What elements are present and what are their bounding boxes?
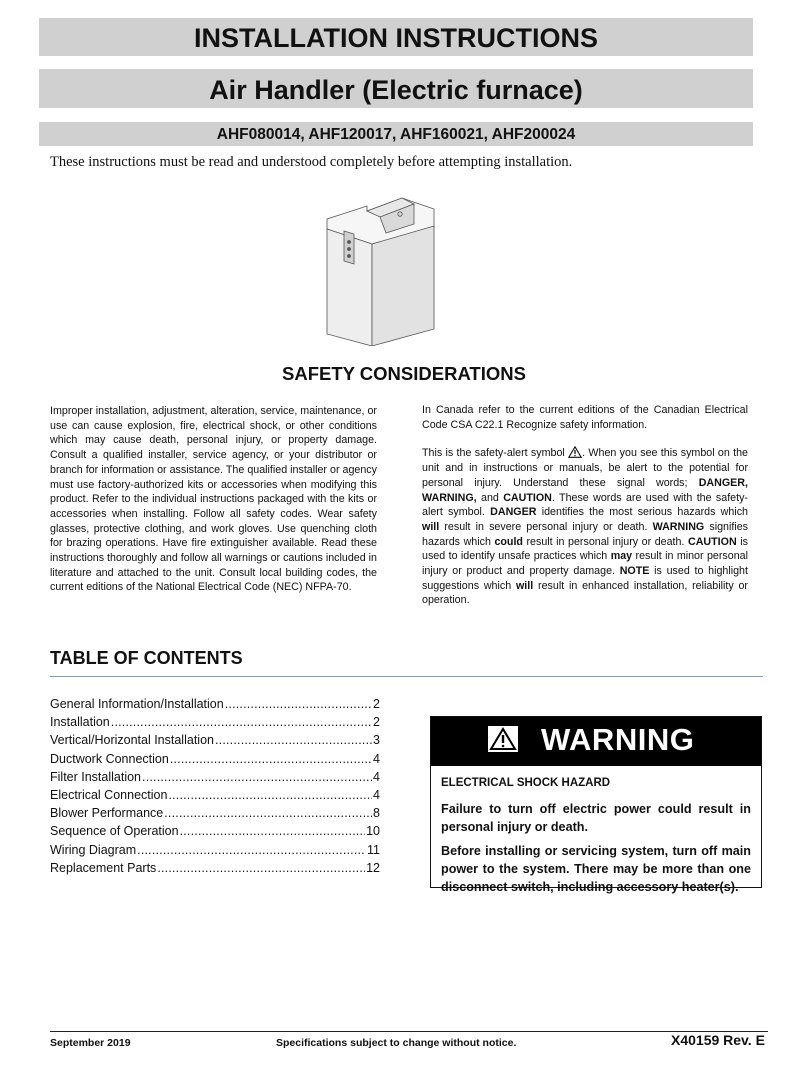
toc-item[interactable]: Ductwork Connection ..... 4 — [50, 752, 380, 770]
toc-item[interactable]: Sequence of Operation ..... 10 — [50, 824, 380, 842]
warning-line-1: Failure to turn off electric power could result in personal injury or death. — [441, 802, 751, 834]
hazard-title: ELECTRICAL SHOCK HAZARD — [441, 777, 611, 789]
toc-item[interactable]: Vertical/Horizontal Installation ..... 3 — [50, 733, 380, 751]
page-title: INSTALLATION INSTRUCTIONS — [194, 23, 598, 53]
subtitle-band — [39, 69, 753, 108]
table-of-contents — [50, 697, 380, 879]
toc-item[interactable]: Installation ..... 2 — [50, 715, 380, 733]
toc-item[interactable]: Blower Performance ..... 8 — [50, 806, 380, 824]
document-number: X40159 Rev. E — [671, 1032, 765, 1048]
safety-right-column — [422, 403, 748, 622]
toc-item[interactable]: General Information/Installation ..... 2 — [50, 697, 380, 715]
footer-divider — [50, 1031, 768, 1032]
warning-body — [431, 766, 761, 896]
warning-header — [431, 717, 761, 766]
warning-word: WARNING — [541, 722, 695, 757]
footer-notice: Specifications subject to change without notice. — [276, 1037, 517, 1049]
intro-text: These instructions must be read and understood completely before attempting installation. — [50, 154, 573, 170]
toc-item[interactable]: Wiring Diagram ..... 11 — [50, 843, 380, 861]
page-subtitle: Air Handler (Electric furnace) — [209, 75, 583, 105]
safety-alert-icon — [568, 446, 582, 458]
footer-date: September 2019 — [50, 1037, 131, 1049]
warning-triangle-icon — [488, 726, 518, 752]
models-band — [39, 122, 753, 146]
canada-paragraph: In Canada refer to the current editions of the Canadian Electrical Code CSA C22.1 Recognize safety information. — [422, 404, 748, 431]
safety-left-paragraph: Improper installation, adjustment, alteration, service, maintenance, or use can cause explosion, fire, electrical shock, or other conditions which may cause death, personal injury, or property damage. Consult a qualified installer, service agency, or your distributor or branch for information or assistance. The qualified installer or agency must use factory-authorized kits or accessories when modifying this product. Refer to the individual instructions packaged with the kits or accessories when installing. Follow all safety codes. Wear safety glasses, protective clothing, and work gloves. Use quenching cloth for brazing operations. Have fire extinguisher available. Read these instructions thoroughly and follow all warnings or cautions included in literature and attached to the unit. Consult local building codes, the current editions of the National Electrical Code (NEC) NFPA-70. — [50, 405, 377, 594]
toc-divider — [50, 676, 763, 677]
toc-item[interactable]: Filter Installation ..... 4 — [50, 770, 380, 788]
title-band — [39, 18, 753, 56]
toc-heading: TABLE OF CONTENTS — [50, 648, 243, 668]
warning-line-2: Before installing or servicing system, turn off main power to the system. There may be more than one disconnect switch, including accessory heater(s). — [441, 844, 751, 894]
model-numbers: AHF080014, AHF120017, AHF160021, AHF200024 — [216, 126, 576, 143]
toc-item[interactable]: Electrical Connection ..... 4 — [50, 788, 380, 806]
alert-paragraph: This is the safety-alert symbol . When you see this symbol on the unit and in instructions or manuals, be alert to the potential for personal injury. Understand these signal words; DANGER, WARNING, and CAUTION. These words are used with the safety-alert symbol. DANGER identifies the most serious hazards which will result in severe personal injury or death. WARNING signifies hazards which could result in personal injury or death. CAUTION is used to identify unsafe practices which may result in minor personal injury or product and property damage. NOTE is used to highlight suggestions which will result in enhanced installation, reliability or operation. — [422, 447, 748, 607]
safety-heading: SAFETY CONSIDERATIONS — [282, 363, 526, 384]
air-handler-illustration — [322, 186, 440, 346]
toc-item[interactable]: Replacement Parts ..... 12 — [50, 861, 380, 879]
warning-box — [430, 716, 762, 894]
